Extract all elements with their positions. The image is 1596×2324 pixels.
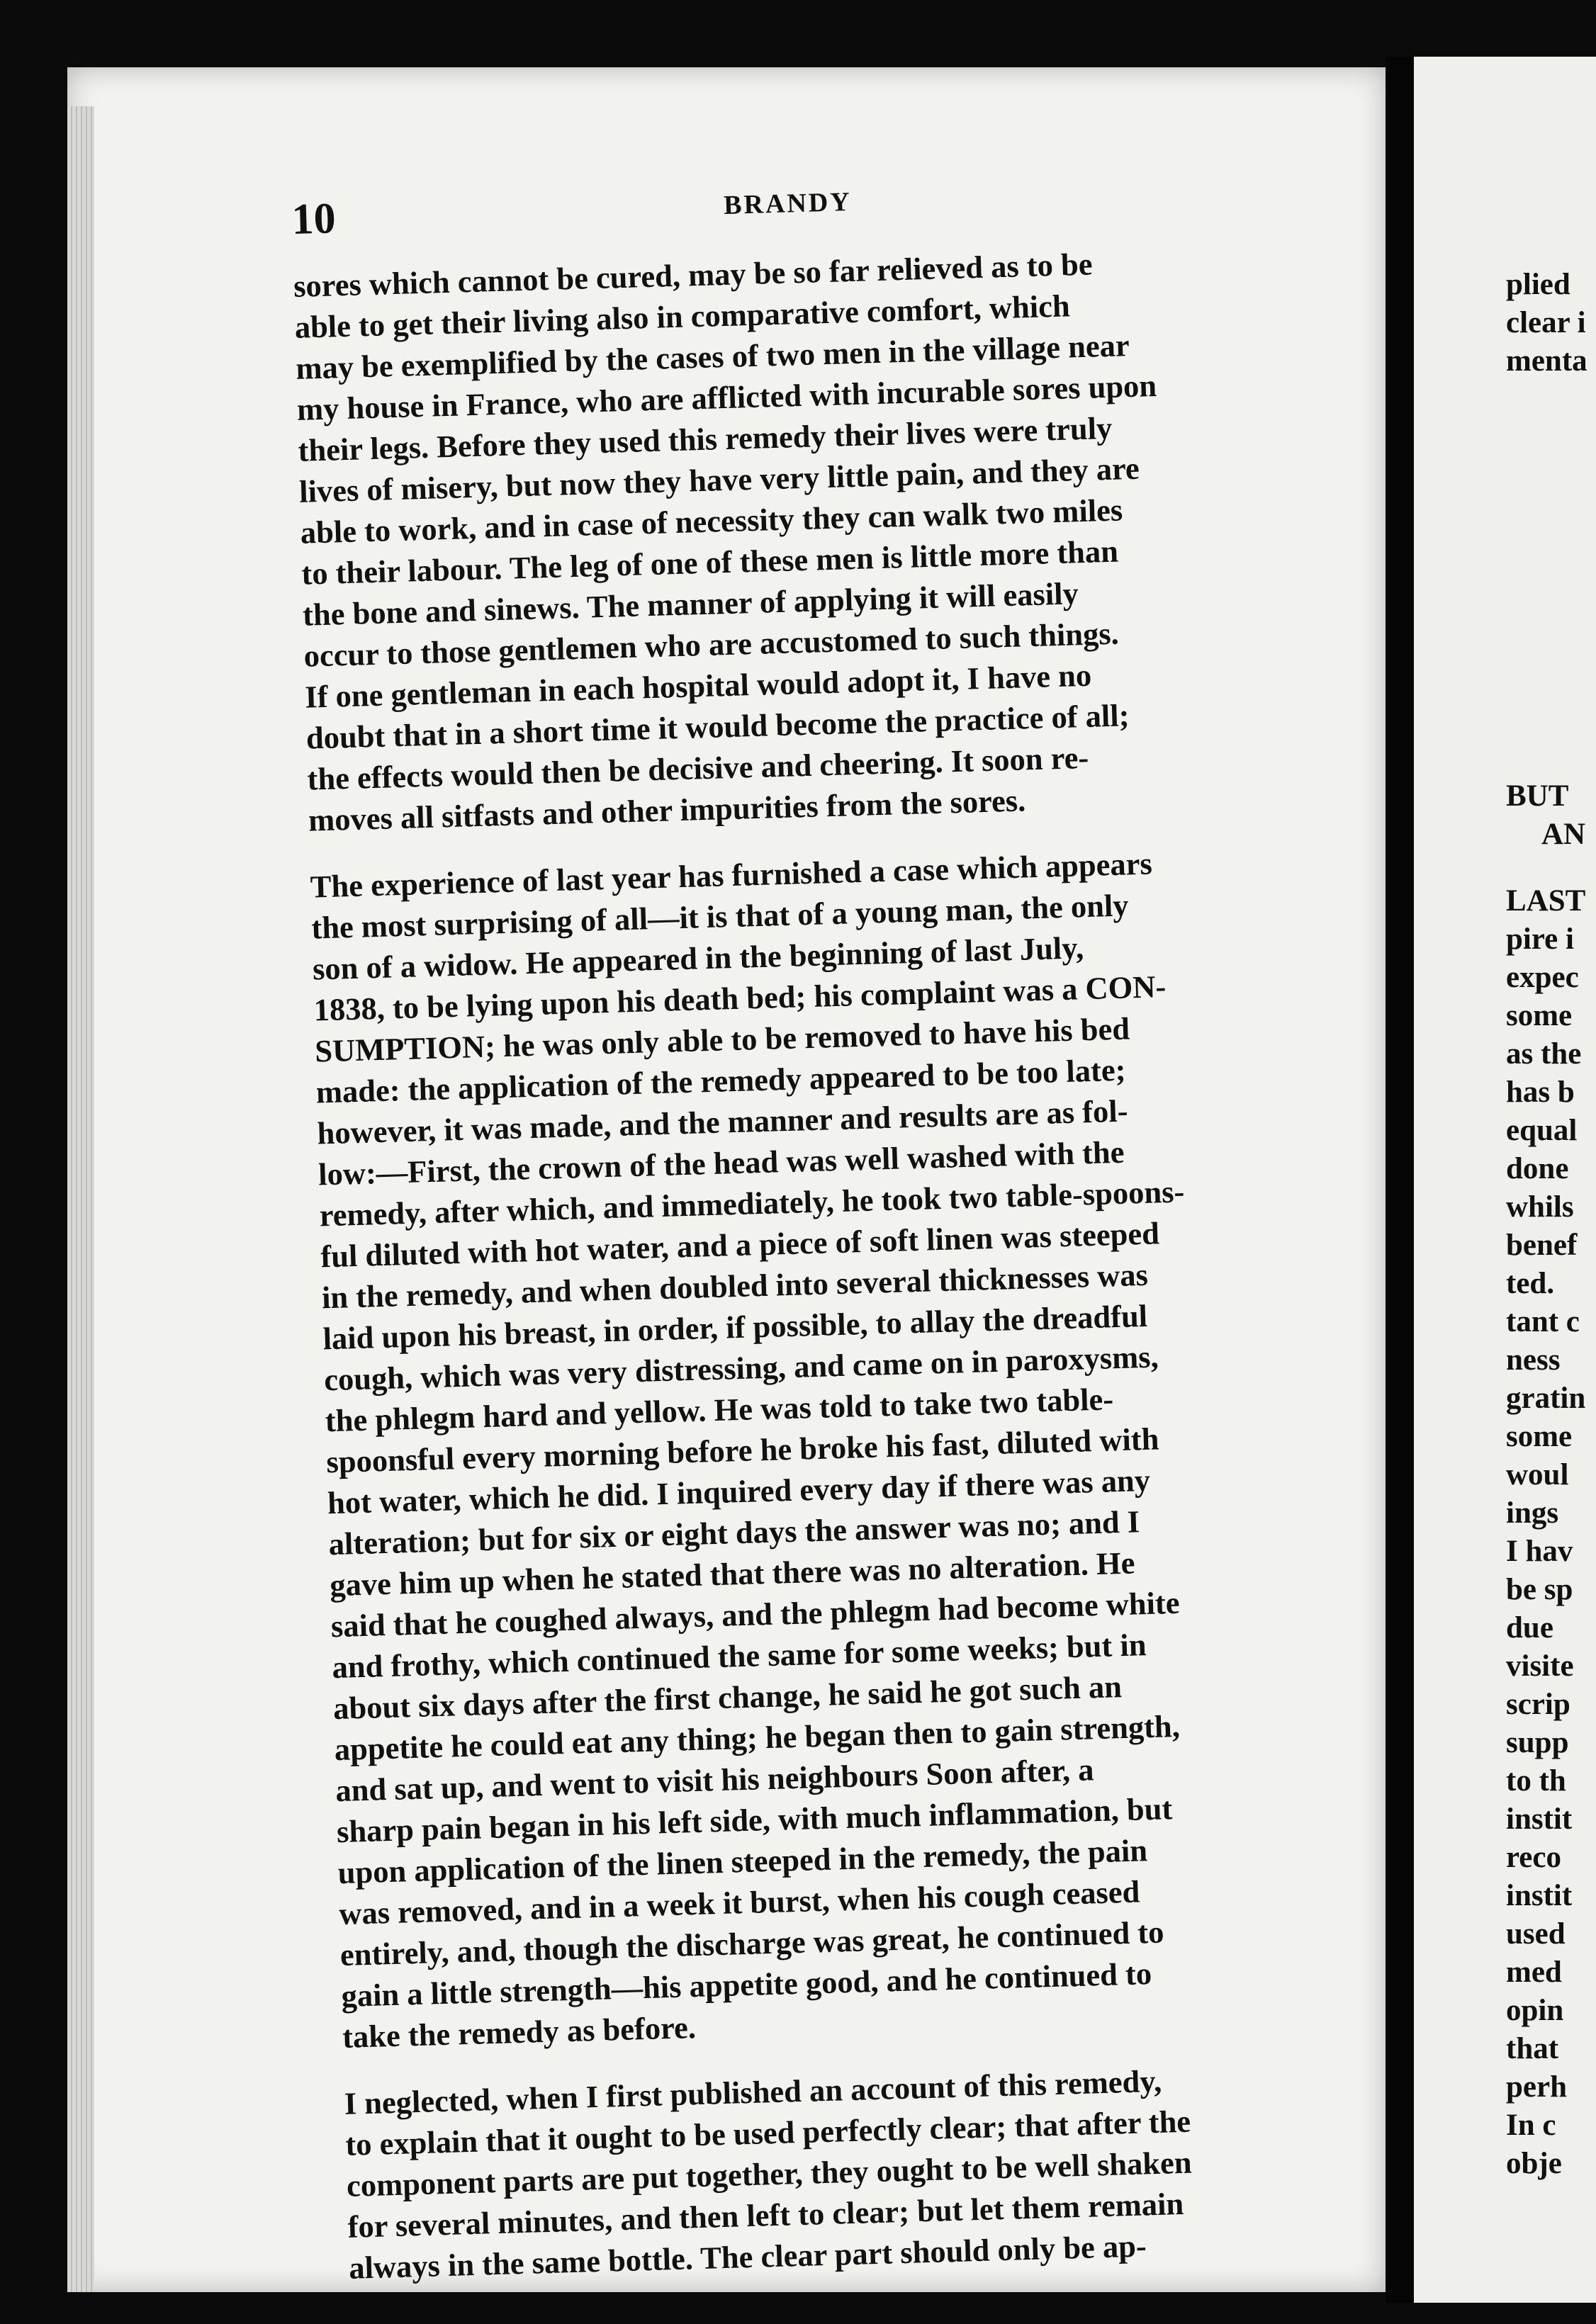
facing-body-line: gratin	[1506, 1382, 1586, 1415]
facing-body-line: instit	[1506, 1803, 1573, 1836]
facing-body-line: obje	[1506, 2147, 1562, 2180]
facing-heading-line: AN	[1541, 818, 1586, 851]
facing-body-line: has b	[1506, 1076, 1575, 1109]
facing-body-line: ness	[1506, 1343, 1561, 1377]
facing-body-line: some	[1506, 1420, 1573, 1453]
facing-body-line: used	[1506, 1917, 1566, 1951]
facing-body-line: ings	[1506, 1496, 1559, 1530]
facing-line: menta	[1506, 344, 1587, 378]
facing-body-line: to th	[1506, 1764, 1566, 1798]
facing-body-line: some	[1506, 999, 1573, 1032]
facing-body-line: opin	[1506, 1994, 1564, 2027]
facing-body-line: whils	[1506, 1190, 1574, 1224]
running-head: BRANDY	[723, 186, 853, 220]
page-number: 10	[291, 194, 337, 244]
page-edge	[67, 106, 94, 2292]
facing-body-line: supp	[1506, 1726, 1569, 1759]
facing-line: clear i	[1506, 306, 1586, 339]
facing-body-line: perh	[1506, 2070, 1567, 2104]
facing-body-line: tant c	[1506, 1305, 1580, 1338]
facing-body-line: done	[1506, 1152, 1569, 1185]
facing-body-line: reco	[1506, 1841, 1561, 1874]
facing-body-line: I hav	[1506, 1535, 1573, 1568]
facing-body-line: med	[1506, 1956, 1562, 1989]
facing-body-line: ted.	[1506, 1267, 1555, 1300]
facing-body-line: instit	[1506, 1879, 1573, 1912]
facing-body-line: be sp	[1506, 1573, 1573, 1606]
facing-body-line: as the	[1506, 1037, 1582, 1071]
facing-body-line: benef	[1506, 1229, 1578, 1262]
facing-body-line: visite	[1506, 1649, 1574, 1683]
facing-body-line: pire i	[1506, 923, 1574, 956]
facing-heading-line: BUT	[1506, 779, 1569, 813]
facing-body-line: woul	[1506, 1458, 1569, 1491]
paragraph-2: The experience of last year has furnished a case which appears the most surprising of all—it is that of a young man, the only son of a widow. He appeared in the beginning of last July, 1838, to be lying upon his death bed; his complaint was a CON- SUMPTION; he was only able to be removed to have his bed made: the application of the remedy appeared to be too late; however, it was made, and the manner and results are as fol- low:—First, the crown of the head was well washed with the remedy, after which, and immediately, he took two table-spoons- ful diluted with hot water, and a piece of soft linen was steeped in the remedy, and when doubled into several thicknesses was laid upon his breast, in order, if possible, to allay the dreadful cough, which was very distressing, and came on in paroxysms, the phlegm hard and yellow. He was told to take two table- spoonsful every morning before he broke his fast, diluted with hot water, which he did. I inquired every day if there was any alteration; but for six or eight days the answer was no; and I gave him up when he stated that there was no alteration. He said that he coughed always, and the phlegm had become white and frothy, which continued the same for some weeks; but in about six days after the first change, he said he got such an appetite he could eat any thing; he began then to gain strength, and sat up, and went to visit his neighbours Soon after, a sharp pain began in his left side, with much inflammation, but upon application of the linen steeped in the remedy, the pain was removed, and in a week it burst, when his cough ceased entirely, and, though the discharge was great, he continued to gain a little strength—his appetite good, and he continued to take the remedy as before.	[310, 845, 1185, 2055]
facing-body	[1506, 882, 1587, 2183]
paragraph-3: I neglected, when I first published an account of this remedy, to explain that it ought to be used perfectly clear; that after the component parts are put together, they ought to be well shaken for several minutes, and then left to clear; but let them remain always in the same bottle. The clear part should only be ap-	[344, 2063, 1193, 2286]
facing-body-line: scrip	[1506, 1688, 1570, 1721]
facing-body-line: that	[1506, 2032, 1559, 2065]
facing-page-text	[1506, 266, 1587, 2183]
facing-body-line: expec	[1506, 961, 1579, 994]
book-gutter	[1386, 57, 1414, 2303]
paragraph-1: sores which cannot be cured, may be so far relieved as to be able to get their living also in comparative comfort, which may be exemplified by the cases of two men in the village near my house in France, who are afflicted with incurable sores upon their legs. Before they used this remedy their lives were truly lives of misery, but now they have very little pain, and they are able to work, and in case of necessity they can walk two miles to their labour. The leg of one of these men is little more than the bone and sinews. The manner of applying it will easily occur to those gentlemen who are accustomed to such things. If one gentleman in each hospital would adopt it, I have no doubt that in a short time it would become the practice of all; the effects would then be decisive and cheering. It soon re- moves all sitfasts and other impurities from the sores.	[293, 246, 1157, 838]
facing-body-line: equal	[1506, 1114, 1578, 1147]
facing-line: plied	[1506, 268, 1570, 301]
facing-body-line: due	[1506, 1611, 1553, 1645]
facing-body-line: In c	[1506, 2109, 1556, 2142]
facing-body-line: LAST	[1506, 884, 1586, 918]
left-page-content	[291, 152, 1398, 2289]
